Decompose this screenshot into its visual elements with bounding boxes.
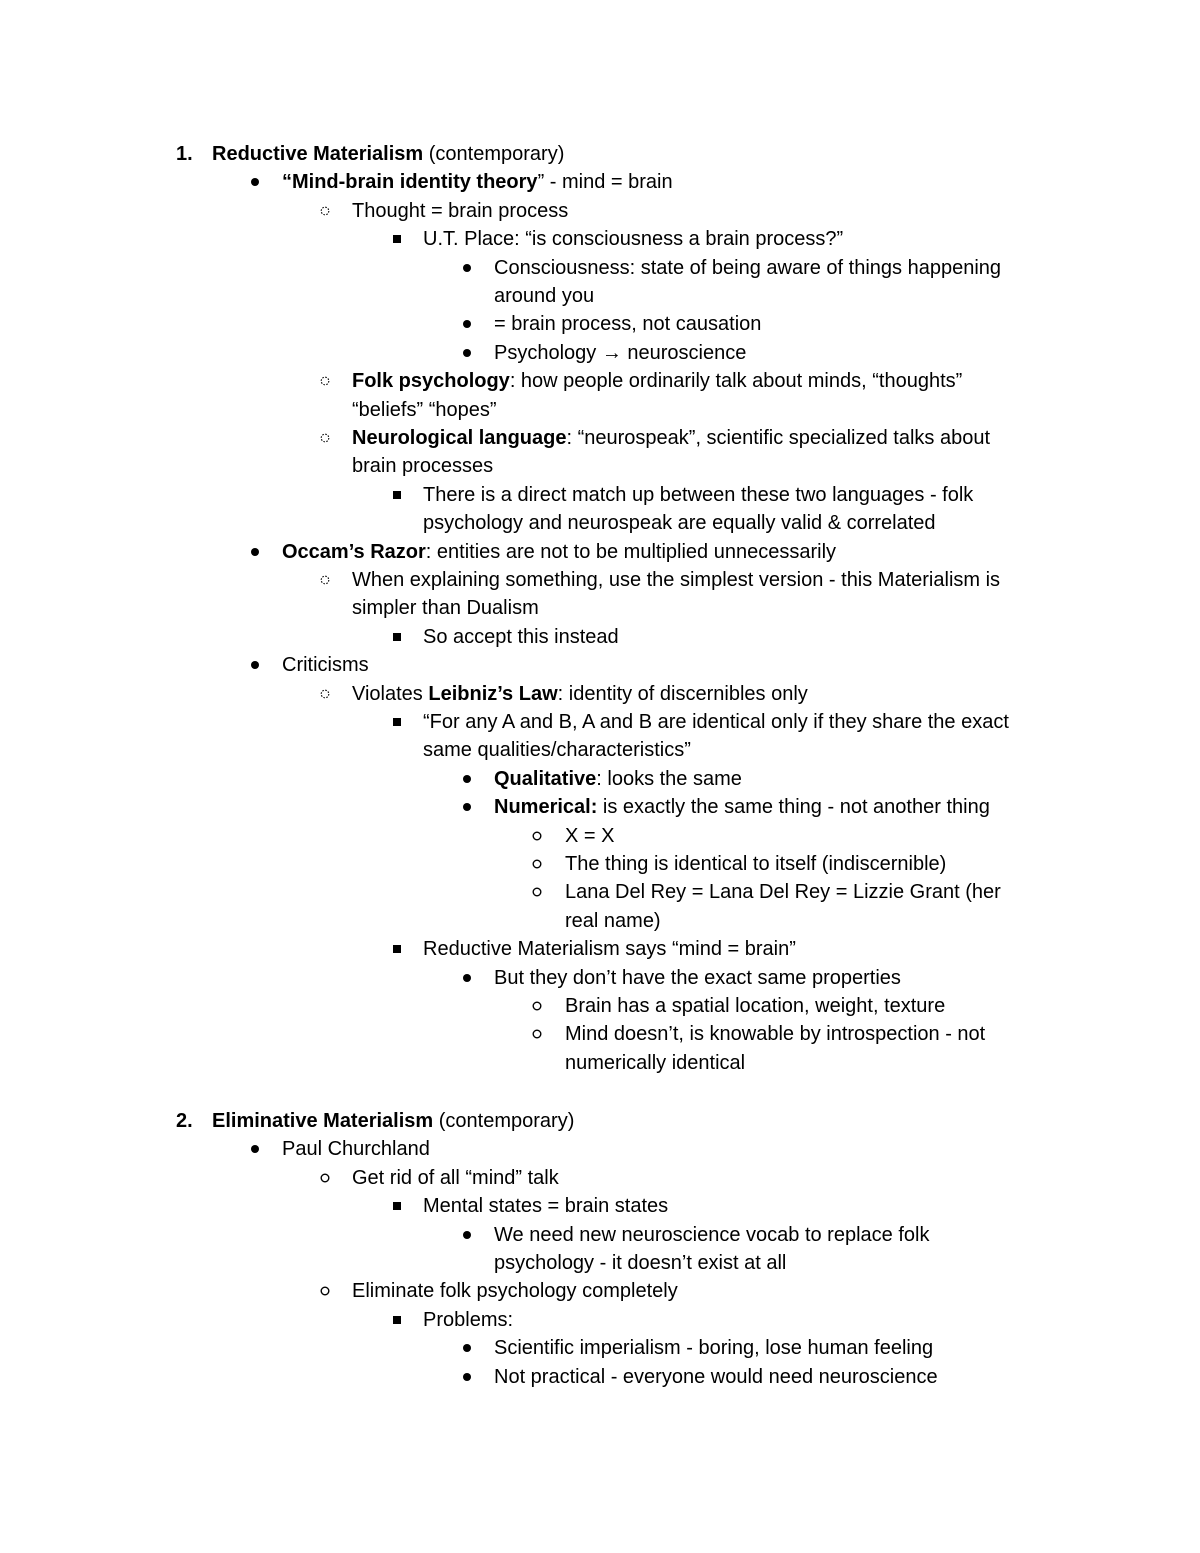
outline-item (494, 1221, 929, 1249)
outline-item (565, 1020, 985, 1048)
dotted-circle-bullet-icon (318, 204, 332, 232)
hollow-circle-bullet-icon (530, 829, 544, 857)
outline-item (565, 878, 1001, 906)
item-text: Lana Del Rey = Lana Del Rey = Lizzie Grant (her (565, 881, 1001, 904)
outline-item (352, 594, 539, 622)
item-text: Psychology → neuroscience (494, 341, 747, 364)
hollow-circle-bullet-icon (318, 1171, 332, 1199)
item-text: : looks the same (596, 767, 742, 790)
item-text: : identity of discernibles only (557, 682, 808, 705)
filled-bullet-icon (248, 545, 262, 573)
item-text: Thought = brain process (352, 199, 569, 222)
item-text: Scientific imperialism - boring, lose human feeling (494, 1337, 934, 1360)
item-text: Criticisms (282, 654, 369, 677)
outline-item (494, 964, 901, 992)
outline-item (352, 197, 568, 225)
outline-item (352, 566, 1000, 594)
item-text: = brain process, not causation (494, 313, 762, 336)
item-text: psychology and neurospeak are equally valid & correlated (423, 512, 936, 535)
outline-item (352, 367, 962, 395)
item-text: There is a direct match up between these two languages - folk (423, 483, 974, 506)
item-text: So accept this instead (423, 625, 619, 648)
item-text: same qualities/characteristics” (423, 739, 691, 762)
bold-term: Occam’s Razor (282, 540, 426, 563)
item-text: We need new neuroscience vocab to replace folk (494, 1223, 930, 1246)
bold-term: Leibniz’s Law (428, 682, 558, 705)
outline-item (494, 254, 1001, 282)
bold-term: Folk psychology (352, 370, 510, 393)
filled-bullet-icon (460, 317, 474, 345)
bold-term: “Mind-brain identity theory (282, 171, 538, 194)
outline-item (423, 623, 619, 651)
filled-bullet-icon (248, 658, 262, 686)
item-text: U.T. Place: “is consciousness a brain process?” (423, 228, 844, 251)
outline-item (423, 736, 691, 764)
outline-item (565, 1049, 745, 1077)
outline-item (423, 509, 936, 537)
item-text: Mental states = brain states (423, 1195, 669, 1218)
item-text: : how people ordinarily talk about minds, “thoughts” (509, 370, 963, 393)
outline-item (282, 168, 673, 196)
section-heading (212, 140, 564, 168)
filled-bullet-icon (248, 175, 262, 203)
item-text: Get rid of all “mind” talk (352, 1166, 559, 1189)
hollow-circle-bullet-icon (530, 999, 544, 1027)
outline-item (352, 424, 990, 452)
item-text: ” - mind = brain (537, 171, 673, 194)
dotted-circle-bullet-icon (318, 573, 332, 601)
item-text: “beliefs” “hopes” (352, 398, 497, 421)
item-text: “For any A and B, A and B are identical only if they share the exact (423, 711, 1009, 733)
item-text: is exactly the same thing - not another thing (597, 796, 990, 819)
square-bullet-icon (390, 232, 404, 260)
outline-item (565, 822, 614, 850)
bold-term: Neurological language (352, 427, 567, 449)
item-text: Eliminate folk psychology completely (352, 1280, 678, 1303)
outline-item (352, 1164, 559, 1192)
outline-item (423, 1306, 513, 1334)
filled-bullet-icon (460, 1228, 474, 1256)
item-text: Brain has a spatial location, weight, texture (565, 995, 946, 1017)
outline-item (565, 850, 946, 878)
item-text: When explaining something, use the simplest version - this Materialism is (352, 569, 1001, 591)
outline-item (423, 708, 1009, 736)
outline-item (565, 907, 661, 935)
item-text: (contemporary) (433, 1110, 575, 1132)
hollow-circle-bullet-icon (318, 1284, 332, 1312)
outline-item (352, 1277, 678, 1305)
section-number: 2. (176, 1110, 193, 1132)
square-bullet-icon (390, 630, 404, 658)
item-text: Violates (352, 682, 429, 705)
outline-item (494, 793, 990, 821)
outline-item (494, 1249, 786, 1277)
item-text: psychology - it doesn’t exist at all (494, 1252, 787, 1274)
hollow-circle-bullet-icon (530, 857, 544, 885)
item-text: around you (494, 285, 595, 307)
outline-item (494, 282, 594, 310)
item-text: Paul Churchland (282, 1138, 430, 1161)
outline-item (423, 225, 843, 253)
filled-bullet-icon (460, 772, 474, 800)
outline-item (423, 1192, 668, 1220)
dotted-circle-bullet-icon (318, 374, 332, 402)
square-bullet-icon (390, 488, 404, 516)
filled-bullet-icon (460, 1370, 474, 1398)
item-text: : “neurospeak”, scientific specialized talks about (566, 427, 991, 449)
filled-bullet-icon (248, 1142, 262, 1170)
outline-item (494, 1363, 938, 1391)
square-bullet-icon (390, 1313, 404, 1341)
outline-item (352, 680, 808, 708)
outline-item (494, 1334, 933, 1362)
hollow-circle-bullet-icon (530, 1027, 544, 1055)
hollow-circle-bullet-icon (530, 885, 544, 913)
item-text: brain processes (352, 455, 494, 478)
bold-term: Qualitative (494, 767, 597, 790)
bold-term: Numerical: (494, 796, 598, 819)
square-bullet-icon (390, 942, 404, 970)
item-text: simpler than Dualism (352, 597, 539, 620)
bold-term: Eliminative Materialism (212, 1110, 434, 1132)
filled-bullet-icon (460, 261, 474, 289)
outline-item (423, 481, 973, 509)
item-text: X = X (565, 824, 615, 847)
item-text: Reductive Materialism says “mind = brain” (423, 938, 796, 961)
square-bullet-icon (390, 715, 404, 743)
item-text: numerically identical (565, 1051, 746, 1074)
dotted-circle-bullet-icon (318, 431, 332, 459)
outline-item (494, 339, 746, 367)
section-heading (212, 1107, 574, 1135)
filled-bullet-icon (460, 1341, 474, 1369)
square-bullet-icon (390, 1199, 404, 1227)
item-text: : entities are not to be multiplied unnecessarily (425, 540, 837, 563)
outline-item (494, 310, 761, 338)
outline-item (282, 538, 836, 566)
outline-item (494, 765, 742, 793)
item-text: Consciousness: state of being aware of things happening (494, 256, 1002, 279)
item-text: Mind doesn’t, is knowable by introspection - not (565, 1023, 986, 1046)
bold-term: Reductive Materialism (212, 143, 424, 165)
item-text: But they don’t have the exact same properties (494, 966, 901, 989)
item-text: Problems: (423, 1308, 514, 1331)
item-text: (contemporary) (423, 143, 565, 165)
item-text: The thing is identical to itself (indiscernible) (565, 853, 947, 875)
outline-item (565, 992, 945, 1020)
section-number: 1. (176, 143, 193, 165)
outline-item (423, 935, 796, 963)
filled-bullet-icon (460, 800, 474, 828)
outline-item (352, 452, 493, 480)
outline-item (352, 396, 497, 424)
item-text: real name) (565, 909, 661, 932)
outline-item (282, 1135, 430, 1163)
dotted-circle-bullet-icon (318, 687, 332, 715)
filled-bullet-icon (460, 971, 474, 999)
item-text: Not practical - everyone would need neuroscience (494, 1365, 938, 1388)
outline-item (282, 651, 369, 679)
